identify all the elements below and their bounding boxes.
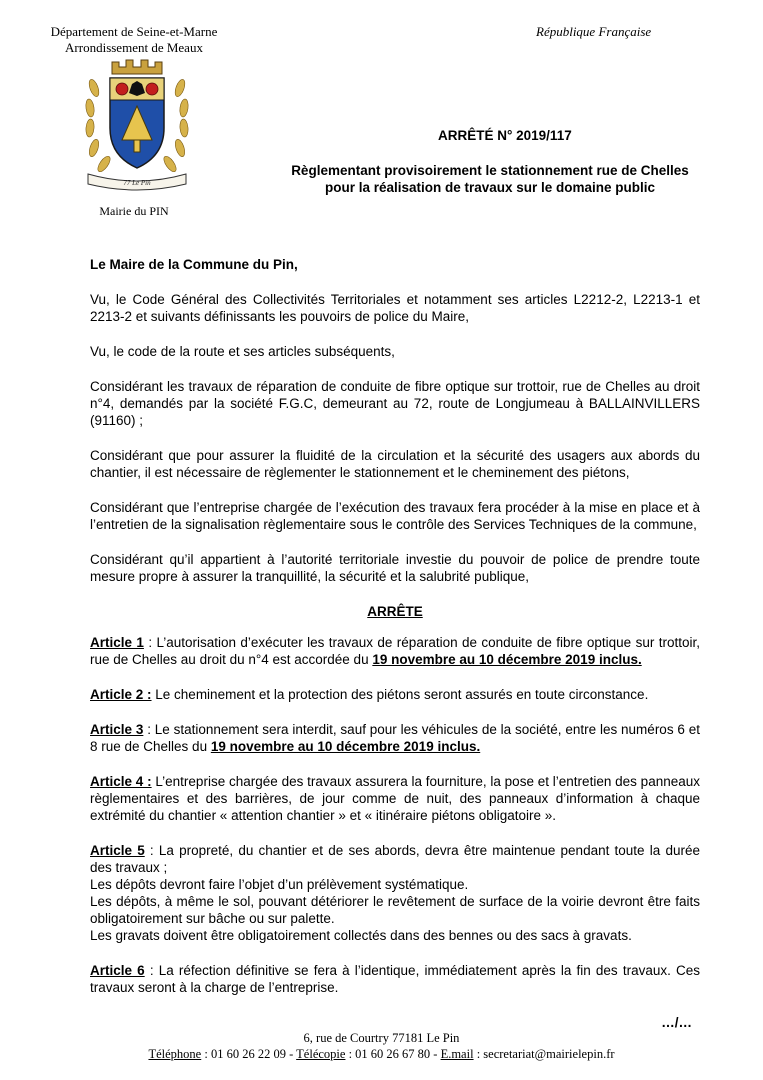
- article-3: [90, 721, 700, 755]
- arrondissement-name: Arrondissement de Meaux: [65, 40, 203, 55]
- footer-contacts: [0, 1046, 763, 1062]
- considerant-paragraph-1: Considérant les travaux de réparation de conduite de fibre optique sur trottoir, rue de Chelles au droit n°4, demandés par la société F.G.C, demeurant au 72, route de Longjumeau à BALLAINVILLERS (91160) ;: [90, 379, 700, 428]
- article-1-dates: 19 novembre au 10 décembre 2019 inclus.: [372, 652, 642, 667]
- article-1-text: : L’autorisation d’exécuter les travaux de réparation de conduite de fibre optique sur trottoir, rue de Chelles au droit du n°4 est accordée du: [90, 635, 700, 667]
- arrete-title-line-2: pour la réalisation de travaux sur le domaine public: [324, 180, 656, 195]
- article-4-label: Article 4 :: [90, 774, 152, 789]
- department-name: Département de Seine-et-Marne: [50, 24, 218, 39]
- intro-line: Le Maire de la Commune du Pin,: [90, 257, 298, 272]
- crest-banner-text: 77 Le Pin: [123, 179, 151, 187]
- article-1-label: Article 1: [90, 635, 144, 650]
- considerant-paragraph-4: Considérant qu’il appartient à l’autorité territoriale investie du pouvoir de police de prendre toute mesure propre à assurer la tranquillité, la sécurité et la salubrité publique,: [90, 552, 700, 584]
- page-footer: [0, 1030, 763, 1062]
- fax-value: : 01 60 26 67 80 -: [345, 1047, 441, 1061]
- article-5-line-3: Les dépôts, à même le sol, pouvant détériorer le revêtement de surface de la voirie devront être faits obligatoirement sur bâche ou sur palette.: [90, 894, 700, 926]
- article-3-dates: 19 novembre au 10 décembre 2019 inclus.: [210, 739, 481, 754]
- email-label: E.mail: [440, 1047, 474, 1061]
- article-2: [90, 686, 700, 703]
- article-3-label: Article 3: [90, 722, 144, 737]
- email-value: : secretariat@mairielepin.fr: [473, 1047, 615, 1061]
- article-6-label: Article 6: [90, 963, 145, 978]
- article-1: [90, 634, 700, 668]
- department-header: [30, 24, 238, 56]
- article-5-label: Article 5: [90, 843, 145, 858]
- continued-marker: …/…: [661, 1015, 692, 1030]
- arrete-number: ARRÊTÉ N° 2019/117: [438, 128, 572, 143]
- phone-label: Téléphone: [148, 1047, 202, 1061]
- mayor-caption: Mairie du PIN: [99, 204, 169, 218]
- fax-label: Télécopie: [296, 1047, 346, 1061]
- article-2-label: Article 2 :: [90, 687, 152, 702]
- article-5-line-2: Les dépôts devront faire l’objet d’un prélèvement systématique.: [90, 877, 469, 892]
- considerant-paragraph-3: Considérant que l’entreprise chargée de l’exécution des travaux fera procéder à la mise en place et à l’entretien de la signalisation règlementaire sous le contrôle des Services Techniques de la commune,: [90, 500, 700, 532]
- document-body: [90, 256, 700, 1049]
- municipal-crest-icon: [82, 58, 192, 194]
- considerant-paragraph-2: Considérant que pour assurer la fluidité de la circulation et la sécurité des usagers aux abords du chantier, il est nécessaire de règlementer le stationnement et le cheminement des piétons,: [90, 448, 700, 480]
- vu-paragraph-1: Vu, le Code Général des Collectivités Territoriales et notamment ses articles L2212-2, L2213-1 et 2213-2 et suivants définissants les pouvoirs de police du Maire,: [90, 292, 700, 324]
- footer-address: 6, rue de Courtry 77181 Le Pin: [303, 1031, 460, 1045]
- article-5-text: : La propreté, du chantier et de ses abords, devra être maintenue pendant toute la durée des travaux ;: [90, 843, 700, 875]
- article-3-text: : Le stationnement sera interdit, sauf pour les véhicules de la société, entre les numéros 6 et 8 rue de Chelles du: [90, 722, 700, 754]
- decides-heading: ARRÊTE: [367, 604, 423, 619]
- article-4-text: L’entreprise chargée des travaux assurera la fourniture, la pose et l’entretien des panneaux règlementaires et des barrières, de jour comme de nuit, des panneaux d’information à chaque extrémité du chantier « attention chantier » et « itinéraire piétons obligatoire ».: [90, 774, 700, 823]
- republic-label: République Française: [536, 24, 652, 39]
- phone-value: : 01 60 26 22 09 -: [201, 1047, 297, 1061]
- arrete-title-line-1: Règlementant provisoirement le stationnement rue de Chelles: [291, 163, 689, 178]
- vu-paragraph-2: Vu, le code de la route et ses articles subséquents,: [90, 344, 395, 359]
- article-5: [90, 842, 700, 876]
- article-6-text: : La réfection définitive se fera à l’identique, immédiatement après la fin des travaux. Ces travaux seront à la charge de l’entreprise.: [90, 963, 701, 995]
- article-2-text: Le cheminement et la protection des piétons seront assurés en toute circonstance.: [151, 687, 649, 702]
- article-5-line-4: Les gravats doivent être obligatoirement collectés dans des bennes ou des sacs à gravats.: [90, 928, 632, 943]
- arrete-title: [255, 162, 725, 196]
- article-6: [90, 962, 700, 996]
- article-4: [90, 773, 700, 824]
